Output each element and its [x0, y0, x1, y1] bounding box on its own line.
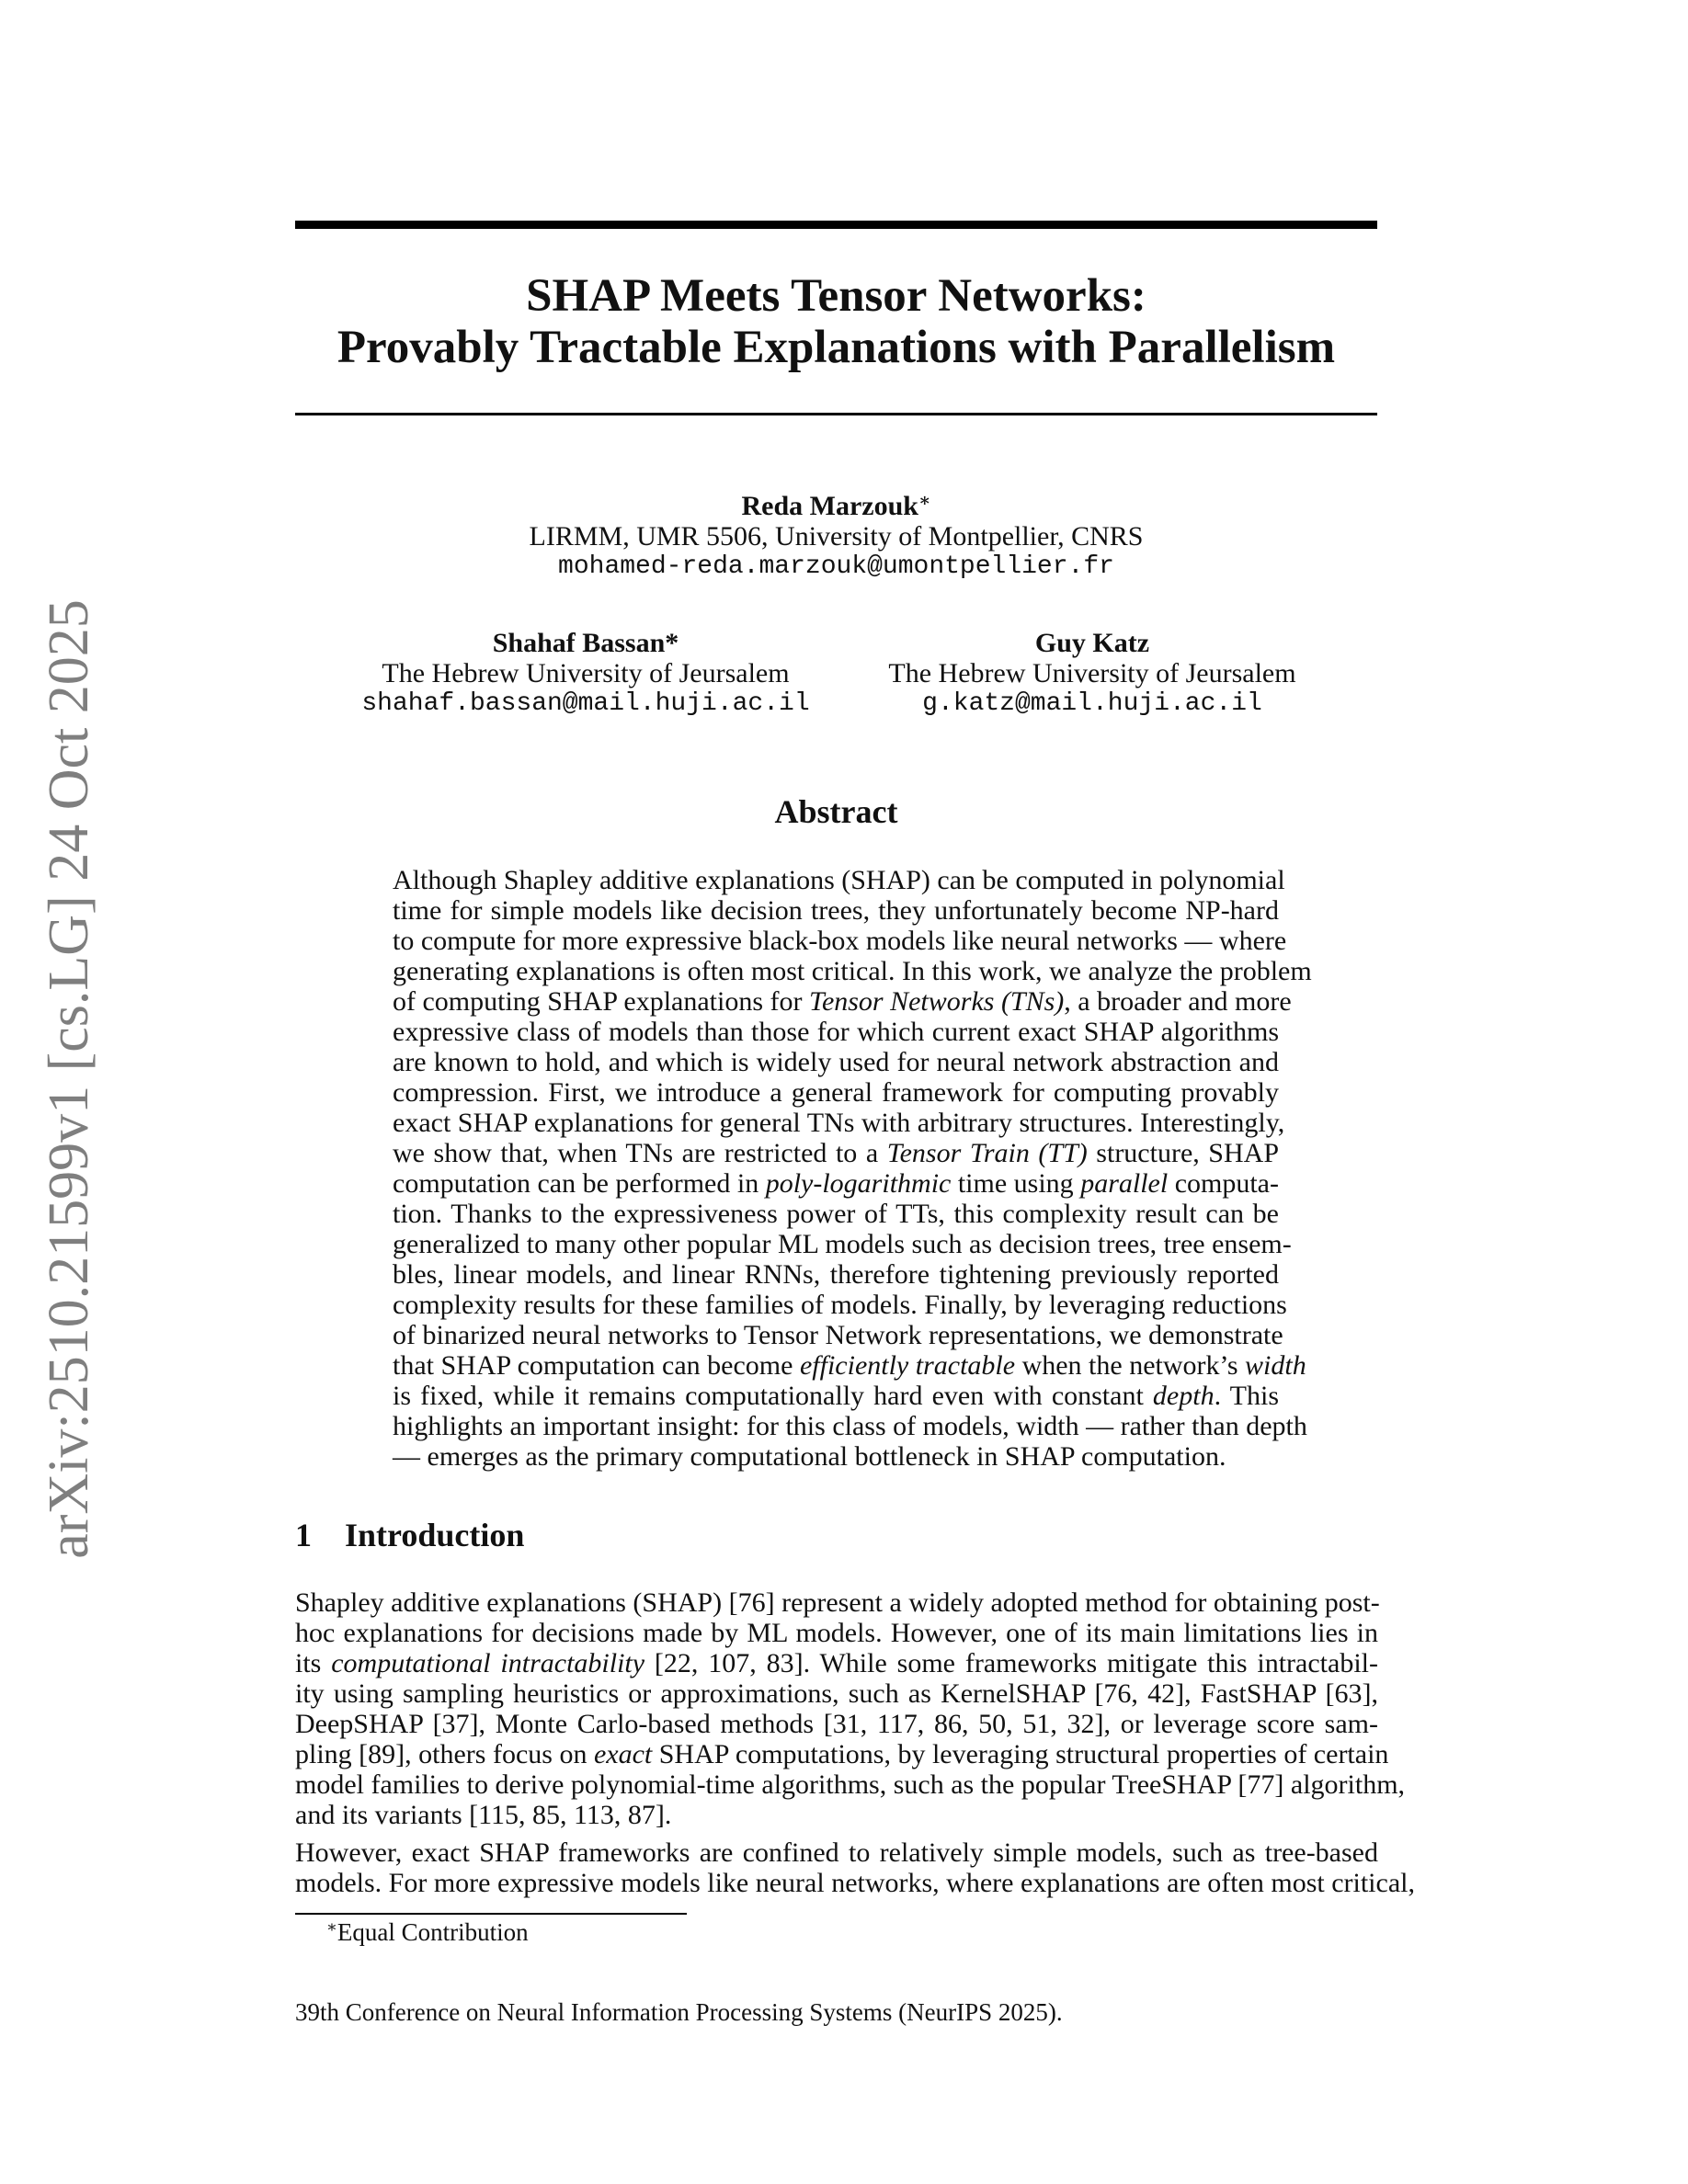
paper-title-line-2: Provably Tractable Explanations with Parallelism [336, 322, 1336, 373]
text-line [295, 1837, 1378, 1868]
author-email[interactable]: mohamed-reda.marzouk@umontpellier.fr [558, 552, 1114, 581]
arxiv-stamp: arXiv:2510.21599v1 [cs.LG] 24 Oct 2025 [38, 599, 100, 1559]
text-segment: bles, linear models, and linear RNNs, therefore tightening previously reported [393, 1259, 1279, 1290]
text-segment: Although Shapley additive explanations (SHAP) can be computed in polynomial [393, 865, 1285, 895]
text-line [295, 1648, 1378, 1678]
text-segment: exact SHAP explanations for general TNs with arbitrary structures. Interestingly, [393, 1108, 1285, 1138]
author-affiliation: The Hebrew University of Jeursalem [888, 658, 1296, 688]
text-segment: computation can be performed in [393, 1168, 766, 1199]
text-line [393, 1411, 1307, 1441]
author-email[interactable]: shahaf.bassan@mail.huji.ac.il [361, 689, 810, 718]
text-segment: of computing SHAP explanations for [393, 986, 810, 1017]
text-line [393, 1350, 1306, 1381]
text-line [295, 1800, 1378, 1830]
text-line [393, 895, 1279, 926]
italic-text: efficiently tractable [799, 1350, 1016, 1381]
italic-text: exact [593, 1739, 653, 1769]
italic-text: parallel [1080, 1168, 1169, 1199]
venue-note: 39th Conference on Neural Information Processing Systems (NeurIPS 2025). [295, 1998, 1063, 2026]
text-line [393, 1441, 1279, 1472]
text-segment: — emerges as the primary computational bottleneck in SHAP computation. [393, 1441, 1226, 1472]
text-line [393, 865, 1285, 895]
intro-paragraph-2 [295, 1837, 1415, 1898]
text-line [295, 1769, 1406, 1800]
author-block-3 [862, 628, 1322, 719]
text-line [295, 1739, 1389, 1769]
text-line [393, 1138, 1279, 1168]
text-line [393, 926, 1287, 956]
section-number: 1 [295, 1517, 312, 1553]
text-segment: and its variants [115, 85, 113, 87]. [295, 1800, 672, 1830]
text-segment: computa- [1168, 1168, 1279, 1199]
footnote-text: Equal Contribution [336, 1918, 529, 1946]
text-segment: of binarized neural networks to Tensor Network representations, we demonstrate [393, 1320, 1283, 1350]
text-segment: tion. Thanks to the expressiveness power of TTs, this complexity result can be [393, 1199, 1279, 1229]
text-segment: we show that, when TNs are restricted to a [393, 1138, 887, 1168]
text-segment: highlights an important insight: for this class of models, width — rather than depth [393, 1411, 1307, 1441]
italic-text: width [1245, 1350, 1306, 1381]
text-segment: ity using sampling heuristics or approximations, such as KernelSHAP [76, 42], FastSHAP [63], [295, 1678, 1378, 1709]
text-segment: when the network’s [1015, 1350, 1246, 1381]
text-segment: Shapley additive explanations (SHAP) [76] represent a widely adopted method for obtaining post- [295, 1587, 1380, 1618]
abstract-body [393, 865, 1312, 1472]
text-segment: complexity results for these families of models. Finally, by leveraging reductions [393, 1290, 1287, 1320]
author-email[interactable]: g.katz@mail.huji.ac.il [922, 689, 1262, 718]
section-heading-introduction [295, 1517, 524, 1553]
text-line [393, 1320, 1283, 1350]
text-line [393, 1108, 1285, 1138]
text-line [393, 1381, 1279, 1411]
text-line [295, 1709, 1378, 1739]
text-segment: to compute for more expressive black-box models like neural networks — where [393, 926, 1287, 956]
text-line [295, 1587, 1378, 1618]
text-segment: hoc explanations for decisions made by ML models. However, one of its main limitations lies in [295, 1618, 1378, 1648]
author-block-1 [295, 491, 1377, 582]
text-line [295, 1868, 1415, 1898]
text-segment: . This [1214, 1381, 1279, 1411]
text-segment: is fixed, while it remains computationally hard even with constant [393, 1381, 1153, 1411]
text-line [393, 1077, 1279, 1108]
text-segment: generalized to many other popular ML models such as decision trees, tree ensem- [393, 1229, 1292, 1259]
text-line [393, 1259, 1279, 1290]
text-segment: compression. First, we introduce a general framework for computing provably [393, 1077, 1279, 1108]
text-segment: [22, 107, 83]. While some frameworks mitigate this intractabil- [644, 1648, 1378, 1678]
text-line [393, 986, 1292, 1017]
text-segment: time for simple models like decision trees, they unfortunately become NP-hard [393, 895, 1279, 926]
italic-text: depth [1152, 1381, 1215, 1411]
text-line [393, 1229, 1292, 1259]
text-segment: However, exact SHAP frameworks are confined to relatively simple models, such as tree-based [295, 1837, 1378, 1868]
author-name: Guy Katz [1034, 628, 1150, 658]
italic-text: Tensor Train (TT) [886, 1138, 1088, 1168]
author-affiliation: LIRMM, UMR 5506, University of Montpellier, CNRS [529, 521, 1144, 552]
abstract-heading: Abstract [774, 793, 898, 830]
title-bottom-rule [295, 413, 1377, 415]
footnote-rule [295, 1913, 687, 1915]
text-line [295, 1678, 1378, 1709]
text-segment: models. For more expressive models like neural networks, where explanations are often most critical, [295, 1868, 1415, 1898]
text-segment: pling [89], others focus on [295, 1739, 594, 1769]
text-segment: are known to hold, and which is widely used for neural network abstraction and [393, 1047, 1279, 1077]
text-segment: that SHAP computation can become [393, 1350, 800, 1381]
text-line [393, 1199, 1279, 1229]
author-block-2 [356, 628, 815, 719]
text-segment: time using [951, 1168, 1081, 1199]
text-segment: SHAP computations, by leveraging structural properties of certain [652, 1739, 1389, 1769]
italic-text: poly-logarithmic [765, 1168, 952, 1199]
italic-text: computational intractability [331, 1648, 645, 1678]
italic-text: Tensor Networks (TNs) [809, 986, 1065, 1017]
text-line [295, 1618, 1378, 1648]
text-line [393, 956, 1312, 986]
text-line [393, 1017, 1279, 1047]
text-segment: model families to derive polynomial-time algorithms, such as the popular TreeSHAP [77] algorithm, [295, 1769, 1406, 1800]
text-segment: expressive class of models than those for which current exact SHAP algorithms [393, 1017, 1279, 1047]
text-segment: structure, SHAP [1087, 1138, 1280, 1168]
author-mark: ∗ [918, 491, 931, 511]
paper-title-line-1: SHAP Meets Tensor Networks: [526, 270, 1146, 322]
author-name: Reda Marzouk [741, 491, 918, 521]
footnote-mark: ∗ [326, 1917, 337, 1937]
text-segment: DeepSHAP [37], Monte Carlo-based methods [31, 117, 86, 50, 51, 32], or leverage score sam- [295, 1709, 1378, 1739]
footnote [326, 1918, 529, 1946]
text-segment: its [295, 1648, 332, 1678]
intro-paragraph-1 [295, 1587, 1406, 1830]
text-line [393, 1047, 1279, 1077]
author-name: Shahaf Bassan* [492, 628, 679, 658]
text-segment: generating explanations is often most critical. In this work, we analyze the problem [393, 956, 1312, 986]
title-top-rule [295, 221, 1377, 229]
text-segment: , a broader and more [1064, 986, 1292, 1017]
text-line [393, 1168, 1279, 1199]
text-line [393, 1290, 1287, 1320]
section-title: Introduction [345, 1517, 525, 1553]
author-affiliation: The Hebrew University of Jeursalem [382, 658, 790, 688]
